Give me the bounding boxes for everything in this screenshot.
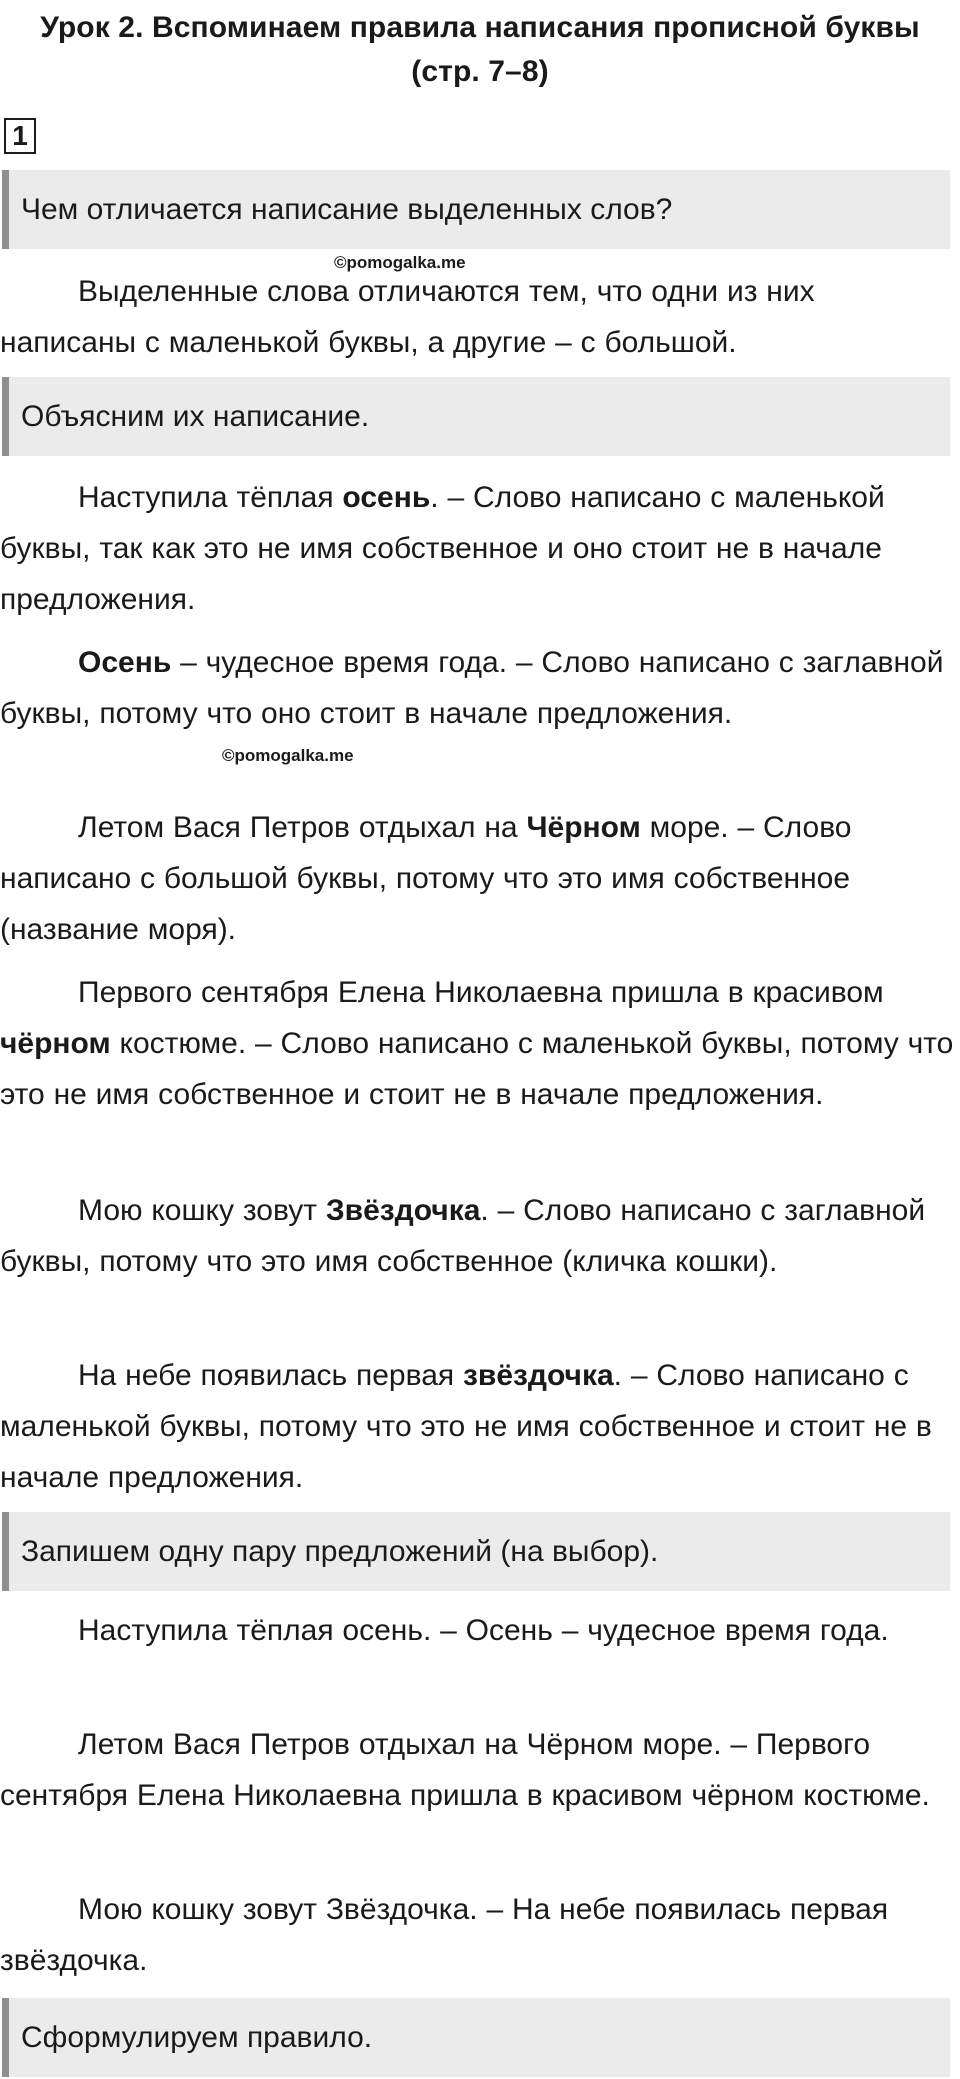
question-box-1 <box>2 170 950 249</box>
page-title <box>0 0 960 94</box>
title-line-2: (стр. 7–8) <box>411 55 549 88</box>
question-2-text: Объясним их написание. <box>21 399 370 433</box>
explanation-paragraph-3 <box>0 802 958 955</box>
watermark-1: ©pomogalka.me <box>334 253 466 272</box>
explanation-4-after: костюме. – Слово написано с маленькой буквы, потому что это не имя собственное и стоит не в начале предложения. <box>0 1027 954 1111</box>
explanation-6-after: . – Слово написано с маленькой буквы, потому что это не имя собственное и стоит не в начале предложения. <box>0 1359 932 1494</box>
pair-paragraph-1: Наступила тёплая осень. – Осень – чудесное время года. <box>78 1614 889 1647</box>
question-4-text: Сформулируем правило. <box>21 2020 373 2054</box>
question-1-text: Чем отличается написание выделенных слов? <box>21 192 673 226</box>
explanation-5-bold: Звёздочка <box>325 1194 481 1227</box>
explanation-6-bold: звёздочка <box>462 1359 614 1392</box>
explanation-4-before: Первого сентября Елена Николаевна пришла в красивом <box>78 976 884 1009</box>
answer-paragraph-1: Выделенные слова отличаются тем, что одни из них написаны с маленькой буквы, а другие – с большой. <box>0 275 815 359</box>
explanation-paragraph-6 <box>0 1350 958 1503</box>
explanation-1-bold: осень <box>342 481 431 514</box>
explanation-paragraph-2 <box>0 637 958 739</box>
explanation-1-after: . – Слово написано с маленькой буквы, так как это не имя собственное и оно стоит не в начале предложения. <box>0 481 885 616</box>
explanation-5-after: . – Слово написано с заглавной буквы, потому что это имя собственное (кличка кошки). <box>0 1194 926 1278</box>
watermark-2: ©pomogalka.me <box>222 746 354 765</box>
explanation-4-bold: чёрном <box>0 1027 111 1060</box>
explanation-paragraph-4 <box>0 967 958 1120</box>
explanation-2-bold: Осень <box>78 646 172 679</box>
question-box-3 <box>2 1512 950 1591</box>
explanation-2-after: – чудесное время года. – Слово написано с заглавной буквы, потому что оно стоит в начале предложения. <box>0 646 944 730</box>
explanation-3-before: Летом Вася Петров отдыхал на <box>78 811 527 844</box>
explanation-3-after: море. – Слово написано с большой буквы, потому что это имя собственное (название моря). <box>0 811 852 946</box>
explanation-1-before: Наступила тёплая <box>78 481 343 514</box>
task-number-badge: 1 <box>4 118 36 154</box>
pair-paragraph-3: Мою кошку зовут Звёздочка. – На небе появилась первая звёздочка. <box>0 1893 889 1977</box>
question-box-2 <box>2 377 950 456</box>
explanation-paragraph-5 <box>0 1185 958 1287</box>
explanation-3-bold: Чёрном <box>526 811 641 844</box>
question-box-4 <box>2 1998 950 2077</box>
title-line-1: Урок 2. Вспоминаем правила написания прописной буквы <box>40 11 920 44</box>
explanation-paragraph-1 <box>0 472 958 625</box>
explanation-6-before: На небе появилась первая <box>78 1359 463 1392</box>
explanation-5-before: Мою кошку зовут <box>78 1194 326 1227</box>
pair-paragraph-2: Летом Вася Петров отдыхал на Чёрном море. – Первого сентября Елена Николаевна пришла в красивом чёрном костюме. <box>0 1728 930 1812</box>
question-3-text: Запишем одну пару предложений (на выбор). <box>21 1534 659 1568</box>
